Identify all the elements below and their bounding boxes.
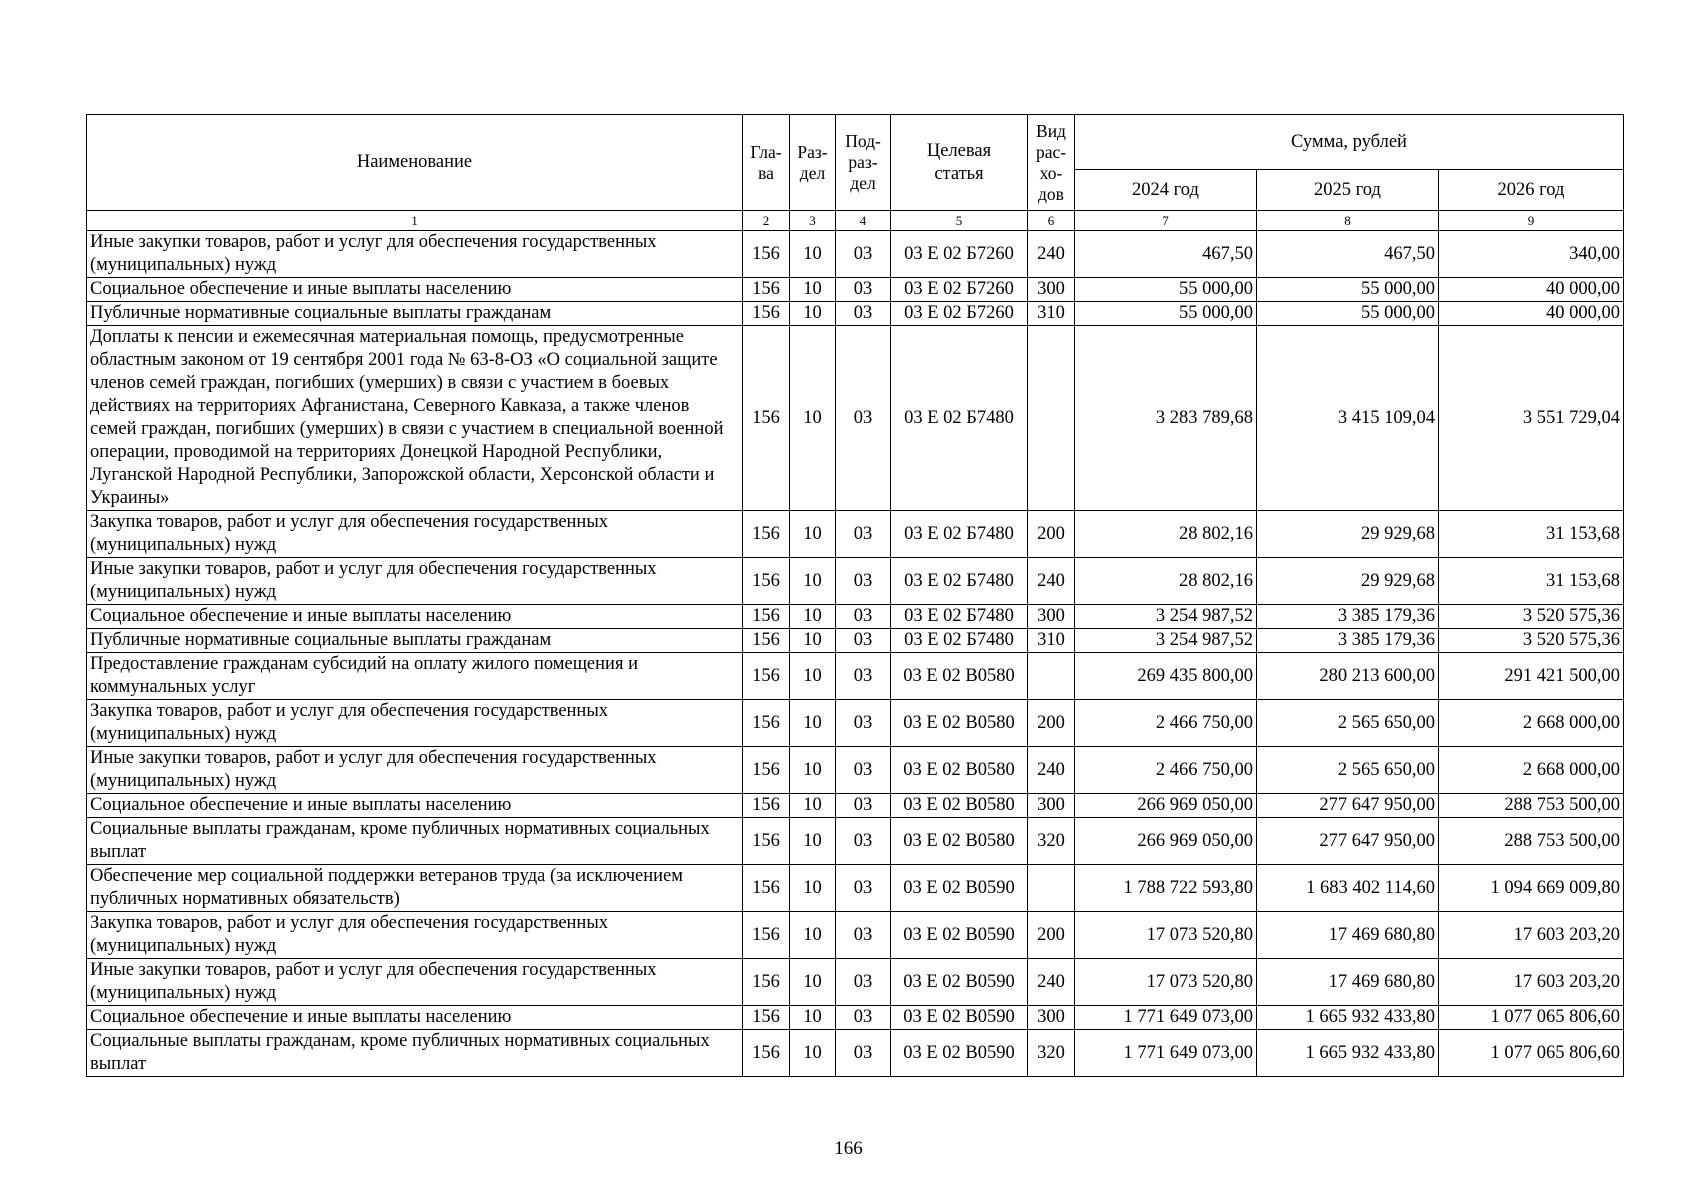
cell-target-article: 03 Е 02 Б7480 bbox=[891, 558, 1028, 605]
table-row bbox=[87, 959, 1624, 1006]
cell-section: 10 bbox=[790, 302, 836, 326]
table-row bbox=[87, 818, 1624, 865]
cell-amount-2024: 17 073 520,80 bbox=[1075, 959, 1257, 1006]
column-number: 8 bbox=[1257, 211, 1439, 231]
cell-chapter: 156 bbox=[743, 511, 790, 558]
page-number: 166 bbox=[834, 1138, 863, 1159]
cell-chapter: 156 bbox=[743, 653, 790, 700]
cell-amount-2025: 2 565 650,00 bbox=[1257, 747, 1439, 794]
cell-amount-2024: 1 788 722 593,80 bbox=[1075, 865, 1257, 912]
cell-target-article: 03 Е 02 В0590 bbox=[891, 865, 1028, 912]
cell-section: 10 bbox=[790, 231, 836, 278]
cell-amount-2025: 277 647 950,00 bbox=[1257, 794, 1439, 818]
cell-amount-2025: 3 385 179,36 bbox=[1257, 629, 1439, 653]
cell-name: Публичные нормативные социальные выплаты гражданам bbox=[87, 302, 743, 326]
cell-section: 10 bbox=[790, 1006, 836, 1030]
cell-amount-2025: 3 385 179,36 bbox=[1257, 605, 1439, 629]
cell-section: 10 bbox=[790, 747, 836, 794]
cell-subsection: 03 bbox=[836, 278, 891, 302]
cell-section: 10 bbox=[790, 700, 836, 747]
cell-chapter: 156 bbox=[743, 302, 790, 326]
table-body bbox=[87, 231, 1624, 1077]
column-number: 7 bbox=[1075, 211, 1257, 231]
cell-section: 10 bbox=[790, 794, 836, 818]
cell-amount-2026: 3 520 575,36 bbox=[1439, 629, 1624, 653]
cell-name: Социальные выплаты гражданам, кроме публичных нормативных социальных выплат bbox=[87, 818, 743, 865]
table-row bbox=[87, 912, 1624, 959]
cell-target-article: 03 Е 02 В0590 bbox=[891, 1006, 1028, 1030]
cell-amount-2026: 288 753 500,00 bbox=[1439, 818, 1624, 865]
cell-chapter: 156 bbox=[743, 818, 790, 865]
cell-name: Социальные выплаты гражданам, кроме публичных нормативных социальных выплат bbox=[87, 1030, 743, 1077]
cell-amount-2026: 31 153,68 bbox=[1439, 558, 1624, 605]
cell-subsection: 03 bbox=[836, 605, 891, 629]
cell-subsection: 03 bbox=[836, 629, 891, 653]
cell-name: Социальное обеспечение и иные выплаты населению bbox=[87, 794, 743, 818]
table-row bbox=[87, 605, 1624, 629]
cell-target-article: 03 Е 02 В0590 bbox=[891, 1030, 1028, 1077]
cell-amount-2024: 28 802,16 bbox=[1075, 558, 1257, 605]
cell-amount-2024: 266 969 050,00 bbox=[1075, 794, 1257, 818]
cell-amount-2025: 55 000,00 bbox=[1257, 302, 1439, 326]
cell-section: 10 bbox=[790, 326, 836, 511]
cell-target-article: 03 Е 02 В0580 bbox=[891, 700, 1028, 747]
header-target-article: Целевая статья bbox=[891, 115, 1028, 211]
cell-amount-2026: 17 603 203,20 bbox=[1439, 959, 1624, 1006]
cell-expense-type: 310 bbox=[1028, 629, 1075, 653]
cell-subsection: 03 bbox=[836, 326, 891, 511]
column-number: 5 bbox=[891, 211, 1028, 231]
cell-amount-2024: 1 771 649 073,00 bbox=[1075, 1030, 1257, 1077]
cell-subsection: 03 bbox=[836, 818, 891, 865]
header-chapter: Гла- ва bbox=[743, 115, 790, 211]
cell-name: Закупка товаров, работ и услуг для обеспечения государственных (муниципальных) нужд bbox=[87, 700, 743, 747]
cell-expense-type: 200 bbox=[1028, 511, 1075, 558]
cell-chapter: 156 bbox=[743, 700, 790, 747]
cell-amount-2025: 280 213 600,00 bbox=[1257, 653, 1439, 700]
cell-subsection: 03 bbox=[836, 511, 891, 558]
cell-amount-2024: 55 000,00 bbox=[1075, 278, 1257, 302]
cell-amount-2026: 1 077 065 806,60 bbox=[1439, 1006, 1624, 1030]
cell-target-article: 03 Е 02 В0580 bbox=[891, 794, 1028, 818]
header-expense-type: Вид рас- хо- дов bbox=[1028, 115, 1075, 211]
cell-amount-2026: 340,00 bbox=[1439, 231, 1624, 278]
column-number: 9 bbox=[1439, 211, 1624, 231]
cell-amount-2026: 2 668 000,00 bbox=[1439, 747, 1624, 794]
cell-expense-type: 320 bbox=[1028, 818, 1075, 865]
cell-amount-2025: 277 647 950,00 bbox=[1257, 818, 1439, 865]
header-section: Раз- дел bbox=[790, 115, 836, 211]
header-year-2026: 2026 год bbox=[1439, 170, 1624, 211]
cell-amount-2024: 2 466 750,00 bbox=[1075, 747, 1257, 794]
cell-amount-2026: 40 000,00 bbox=[1439, 302, 1624, 326]
cell-expense-type: 310 bbox=[1028, 302, 1075, 326]
table-row bbox=[87, 511, 1624, 558]
cell-expense-type: 200 bbox=[1028, 912, 1075, 959]
cell-subsection: 03 bbox=[836, 231, 891, 278]
cell-amount-2026: 2 668 000,00 bbox=[1439, 700, 1624, 747]
cell-chapter: 156 bbox=[743, 278, 790, 302]
table-row bbox=[87, 558, 1624, 605]
cell-expense-type: 200 bbox=[1028, 700, 1075, 747]
cell-name: Обеспечение мер социальной поддержки ветеранов труда (за исключением публичных нормативных обязательств) bbox=[87, 865, 743, 912]
cell-amount-2024: 269 435 800,00 bbox=[1075, 653, 1257, 700]
cell-chapter: 156 bbox=[743, 605, 790, 629]
cell-name: Иные закупки товаров, работ и услуг для обеспечения государственных (муниципальных) нужд bbox=[87, 959, 743, 1006]
table-row bbox=[87, 326, 1624, 511]
cell-name: Социальное обеспечение и иные выплаты населению bbox=[87, 278, 743, 302]
header-year-2025: 2025 год bbox=[1257, 170, 1439, 211]
cell-expense-type: 240 bbox=[1028, 231, 1075, 278]
cell-amount-2026: 17 603 203,20 bbox=[1439, 912, 1624, 959]
cell-name: Публичные нормативные социальные выплаты гражданам bbox=[87, 629, 743, 653]
header-name: Наименование bbox=[87, 115, 743, 211]
cell-name: Предоставление гражданам субсидий на оплату жилого помещения и коммунальных услуг bbox=[87, 653, 743, 700]
budget-table bbox=[86, 114, 1624, 1077]
cell-expense-type bbox=[1028, 865, 1075, 912]
column-number: 6 bbox=[1028, 211, 1075, 231]
column-number: 3 bbox=[790, 211, 836, 231]
cell-amount-2026: 3 551 729,04 bbox=[1439, 326, 1624, 511]
cell-amount-2026: 288 753 500,00 bbox=[1439, 794, 1624, 818]
cell-amount-2024: 28 802,16 bbox=[1075, 511, 1257, 558]
cell-name: Закупка товаров, работ и услуг для обеспечения государственных (муниципальных) нужд bbox=[87, 511, 743, 558]
cell-target-article: 03 Е 02 В0590 bbox=[891, 959, 1028, 1006]
cell-section: 10 bbox=[790, 653, 836, 700]
cell-amount-2025: 29 929,68 bbox=[1257, 511, 1439, 558]
cell-subsection: 03 bbox=[836, 747, 891, 794]
cell-section: 10 bbox=[790, 818, 836, 865]
cell-section: 10 bbox=[790, 959, 836, 1006]
cell-name: Иные закупки товаров, работ и услуг для обеспечения государственных (муниципальных) нужд bbox=[87, 231, 743, 278]
cell-section: 10 bbox=[790, 865, 836, 912]
cell-amount-2024: 1 771 649 073,00 bbox=[1075, 1006, 1257, 1030]
cell-target-article: 03 Е 02 Б7260 bbox=[891, 302, 1028, 326]
cell-section: 10 bbox=[790, 511, 836, 558]
table-row bbox=[87, 629, 1624, 653]
header-sum: Сумма, рублей bbox=[1075, 115, 1624, 170]
cell-amount-2024: 266 969 050,00 bbox=[1075, 818, 1257, 865]
column-number: 1 bbox=[87, 211, 743, 231]
cell-amount-2026: 1 094 669 009,80 bbox=[1439, 865, 1624, 912]
cell-name: Социальное обеспечение и иные выплаты населению bbox=[87, 605, 743, 629]
cell-name: Иные закупки товаров, работ и услуг для обеспечения государственных (муниципальных) нужд bbox=[87, 558, 743, 605]
table-row bbox=[87, 1006, 1624, 1030]
cell-section: 10 bbox=[790, 629, 836, 653]
column-number: 4 bbox=[836, 211, 891, 231]
cell-amount-2026: 291 421 500,00 bbox=[1439, 653, 1624, 700]
table-row bbox=[87, 700, 1624, 747]
cell-chapter: 156 bbox=[743, 794, 790, 818]
cell-chapter: 156 bbox=[743, 912, 790, 959]
cell-name: Закупка товаров, работ и услуг для обеспечения государственных (муниципальных) нужд bbox=[87, 912, 743, 959]
cell-subsection: 03 bbox=[836, 653, 891, 700]
cell-target-article: 03 Е 02 Б7480 bbox=[891, 629, 1028, 653]
cell-subsection: 03 bbox=[836, 700, 891, 747]
cell-expense-type: 240 bbox=[1028, 558, 1075, 605]
cell-section: 10 bbox=[790, 558, 836, 605]
cell-amount-2024: 3 283 789,68 bbox=[1075, 326, 1257, 511]
cell-chapter: 156 bbox=[743, 747, 790, 794]
cell-subsection: 03 bbox=[836, 558, 891, 605]
cell-amount-2025: 1 683 402 114,60 bbox=[1257, 865, 1439, 912]
cell-expense-type: 300 bbox=[1028, 605, 1075, 629]
column-number-row bbox=[87, 211, 1624, 231]
cell-amount-2025: 2 565 650,00 bbox=[1257, 700, 1439, 747]
cell-chapter: 156 bbox=[743, 629, 790, 653]
cell-amount-2025: 1 665 932 433,80 bbox=[1257, 1006, 1439, 1030]
cell-target-article: 03 Е 02 В0590 bbox=[891, 912, 1028, 959]
cell-amount-2026: 40 000,00 bbox=[1439, 278, 1624, 302]
cell-target-article: 03 Е 02 Б7260 bbox=[891, 231, 1028, 278]
table-row bbox=[87, 1030, 1624, 1077]
cell-amount-2026: 31 153,68 bbox=[1439, 511, 1624, 558]
cell-chapter: 156 bbox=[743, 558, 790, 605]
table-row bbox=[87, 278, 1624, 302]
cell-name: Доплаты к пенсии и ежемесячная материальная помощь, предусмотренные областным законом от 19 сентября 2001 года № 63-8-ОЗ «О социальной защите членов семей граждан, погибших (умерших) в связи с участием в боевых действиях на территориях Афганистана, Северного Кавказа, а также членов семей граждан, погибших (умерших) в связи с участием в специальной военной операции, проводимой на территориях Донецкой Народной Республики, Луганской Народной Республики, Запорожской области, Херсонской области и Украины» bbox=[87, 326, 743, 511]
cell-chapter: 156 bbox=[743, 231, 790, 278]
cell-name: Иные закупки товаров, работ и услуг для обеспечения государственных (муниципальных) нужд bbox=[87, 747, 743, 794]
cell-target-article: 03 Е 02 Б7480 bbox=[891, 511, 1028, 558]
cell-chapter: 156 bbox=[743, 865, 790, 912]
cell-amount-2024: 17 073 520,80 bbox=[1075, 912, 1257, 959]
cell-amount-2024: 3 254 987,52 bbox=[1075, 605, 1257, 629]
header-year-2024: 2024 год bbox=[1075, 170, 1257, 211]
cell-target-article: 03 Е 02 Б7480 bbox=[891, 605, 1028, 629]
cell-expense-type: 300 bbox=[1028, 794, 1075, 818]
table-row bbox=[87, 794, 1624, 818]
cell-amount-2025: 17 469 680,80 bbox=[1257, 912, 1439, 959]
cell-amount-2024: 467,50 bbox=[1075, 231, 1257, 278]
cell-expense-type: 240 bbox=[1028, 747, 1075, 794]
cell-chapter: 156 bbox=[743, 1006, 790, 1030]
cell-expense-type: 300 bbox=[1028, 1006, 1075, 1030]
cell-target-article: 03 Е 02 Б7260 bbox=[891, 278, 1028, 302]
cell-chapter: 156 bbox=[743, 1030, 790, 1077]
cell-subsection: 03 bbox=[836, 1030, 891, 1077]
cell-amount-2025: 1 665 932 433,80 bbox=[1257, 1030, 1439, 1077]
cell-chapter: 156 bbox=[743, 326, 790, 511]
header-subsection: Под- раз- дел bbox=[836, 115, 891, 211]
table-row bbox=[87, 747, 1624, 794]
cell-target-article: 03 Е 02 В0580 bbox=[891, 653, 1028, 700]
cell-target-article: 03 Е 02 В0580 bbox=[891, 818, 1028, 865]
cell-amount-2024: 2 466 750,00 bbox=[1075, 700, 1257, 747]
cell-amount-2025: 467,50 bbox=[1257, 231, 1439, 278]
cell-expense-type bbox=[1028, 653, 1075, 700]
cell-subsection: 03 bbox=[836, 794, 891, 818]
cell-section: 10 bbox=[790, 278, 836, 302]
cell-target-article: 03 Е 02 В0580 bbox=[891, 747, 1028, 794]
cell-expense-type bbox=[1028, 326, 1075, 511]
cell-amount-2025: 55 000,00 bbox=[1257, 278, 1439, 302]
cell-amount-2024: 55 000,00 bbox=[1075, 302, 1257, 326]
cell-subsection: 03 bbox=[836, 865, 891, 912]
cell-expense-type: 320 bbox=[1028, 1030, 1075, 1077]
table-header bbox=[87, 115, 1624, 231]
table-row bbox=[87, 231, 1624, 278]
cell-chapter: 156 bbox=[743, 959, 790, 1006]
table-row bbox=[87, 653, 1624, 700]
cell-amount-2024: 3 254 987,52 bbox=[1075, 629, 1257, 653]
table-row bbox=[87, 302, 1624, 326]
column-number: 2 bbox=[743, 211, 790, 231]
cell-target-article: 03 Е 02 Б7480 bbox=[891, 326, 1028, 511]
cell-section: 10 bbox=[790, 912, 836, 959]
cell-subsection: 03 bbox=[836, 302, 891, 326]
table-row bbox=[87, 865, 1624, 912]
cell-subsection: 03 bbox=[836, 959, 891, 1006]
cell-amount-2025: 3 415 109,04 bbox=[1257, 326, 1439, 511]
cell-amount-2025: 29 929,68 bbox=[1257, 558, 1439, 605]
cell-amount-2026: 1 077 065 806,60 bbox=[1439, 1030, 1624, 1077]
cell-subsection: 03 bbox=[836, 912, 891, 959]
cell-name: Социальное обеспечение и иные выплаты населению bbox=[87, 1006, 743, 1030]
cell-expense-type: 240 bbox=[1028, 959, 1075, 1006]
cell-amount-2026: 3 520 575,36 bbox=[1439, 605, 1624, 629]
cell-section: 10 bbox=[790, 605, 836, 629]
cell-amount-2025: 17 469 680,80 bbox=[1257, 959, 1439, 1006]
cell-expense-type: 300 bbox=[1028, 278, 1075, 302]
cell-subsection: 03 bbox=[836, 1006, 891, 1030]
cell-section: 10 bbox=[790, 1030, 836, 1077]
